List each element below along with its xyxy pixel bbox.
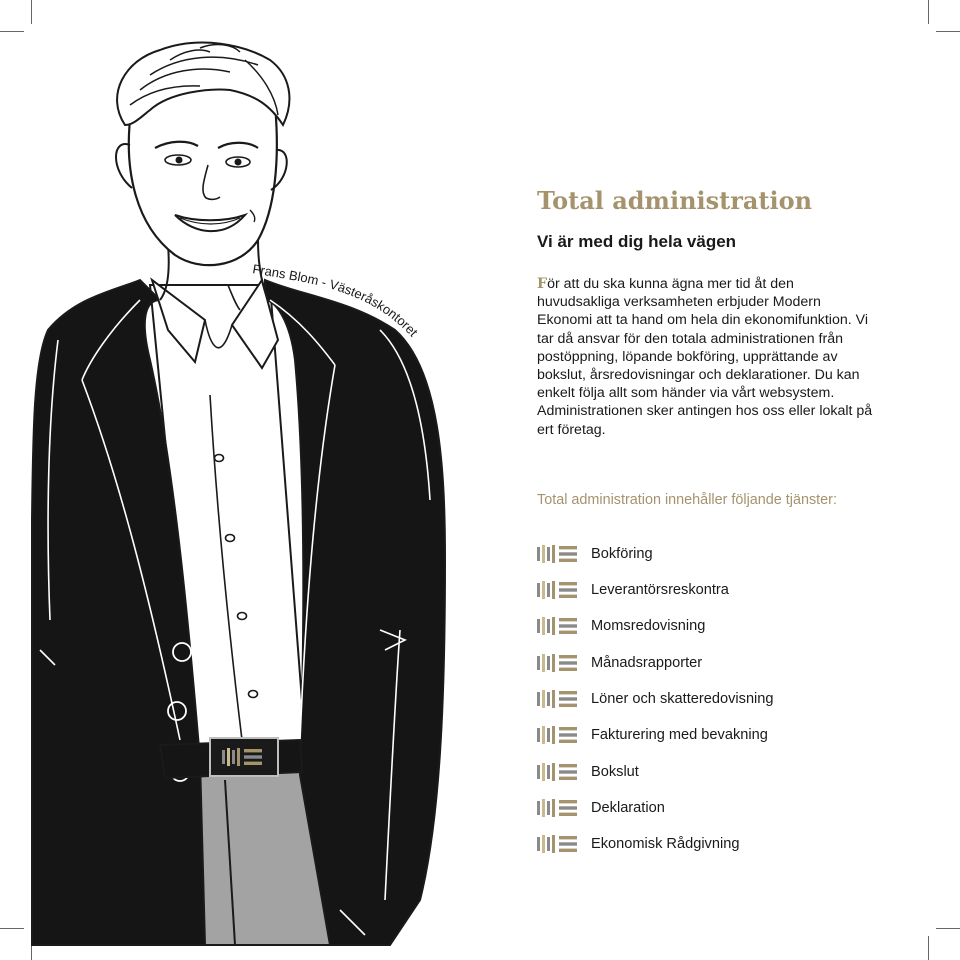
list-item [537, 540, 653, 568]
svg-text:Frans Blom - Västeråskontoret [251, 261, 421, 340]
crop-mark [936, 928, 960, 929]
company-logo-icon [537, 543, 579, 565]
caption-text: Frans Blom - Västeråskontoret [251, 261, 421, 340]
services-heading: Total administration innehåller följande tjänster: [537, 492, 837, 508]
drop-cap: F [537, 276, 548, 292]
company-logo-icon [537, 761, 579, 783]
service-label: Månadsrapporter [591, 655, 703, 671]
list-item [537, 758, 639, 786]
crop-mark [928, 0, 929, 24]
list-item [537, 612, 705, 640]
service-label: Leverantörsreskontra [591, 582, 729, 598]
company-logo-icon [537, 833, 579, 855]
intro-text: ör att du ska kunna ägna mer tid åt den huvudsakliga verksamheten erbjuder Modern Ekonomi att ta hand om hela din ekonomifunktion. Vi tar då ansvar för den totala administrationen från postöppning, löpande bokföring, upprättande av bokslut, årsredovisningar och deklarationer. Du kan enkelt följa allt som händer via vårt websystem. Administrationen sker antingen hos oss eller lokalt på ert företag. [537, 276, 873, 438]
list-item [537, 685, 774, 713]
company-logo-icon [537, 615, 579, 637]
company-logo-icon [537, 724, 579, 746]
service-label: Ekonomisk Rådgivning [591, 836, 740, 852]
list-item [537, 721, 768, 749]
company-logo-icon [537, 579, 579, 601]
intro-paragraph [537, 275, 877, 439]
company-logo-icon [537, 652, 579, 674]
service-label: Deklaration [591, 800, 665, 816]
page-subtitle: Vi är med dig hela vägen [537, 232, 737, 251]
list-item [537, 576, 729, 604]
crop-mark [928, 936, 929, 960]
list-item [537, 830, 739, 858]
service-label: Bokslut [591, 764, 639, 780]
belt-buckle [210, 738, 278, 776]
crop-mark [936, 31, 960, 32]
service-label: Löner och skatteredovisning [591, 691, 774, 707]
page-title: Total administration [537, 186, 813, 215]
service-label: Bokföring [591, 546, 653, 562]
service-label: Momsredovisning [591, 618, 706, 634]
company-logo-icon [537, 688, 579, 710]
list-item [537, 794, 665, 822]
photo-caption [240, 255, 460, 385]
service-label: Fakturering med bevakning [591, 727, 768, 743]
company-logo-icon [537, 797, 579, 819]
list-item [537, 649, 702, 677]
